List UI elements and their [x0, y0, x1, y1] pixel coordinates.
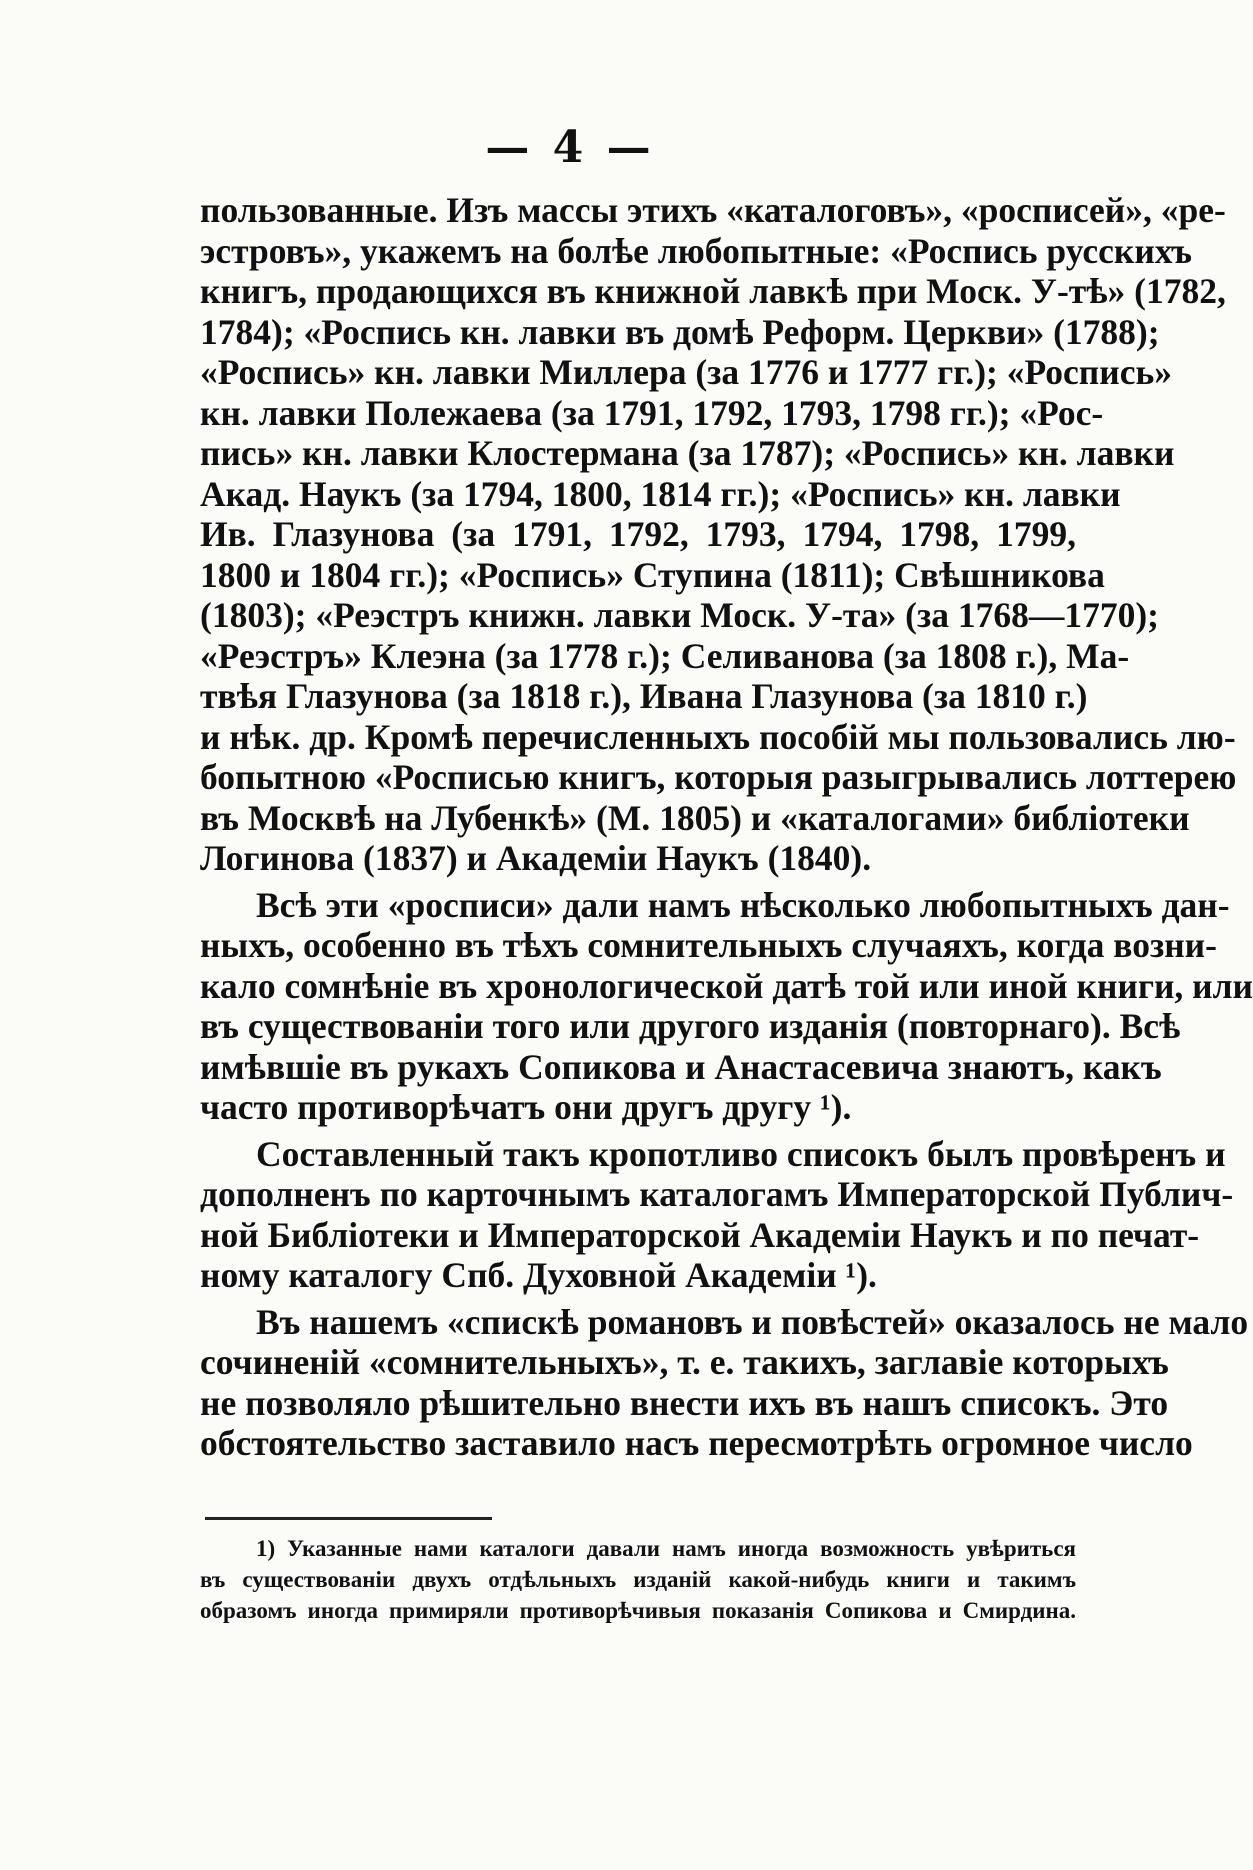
text-line: Составленный такъ кропотливо списокъ былъ провѣренъ и	[256, 1133, 1226, 1174]
text-line: Въ нашемъ «спискѣ романовъ и повѣстей» оказалось не мало	[256, 1301, 1249, 1342]
footnote-divider	[205, 1517, 492, 1520]
paragraph-2	[200, 884, 1253, 1128]
text-line: Логинова (1837) и Академіи Наукъ (1840).	[200, 838, 872, 878]
footnote-line: образомъ иногда примиряли противорѣчивыя показанія Сопикова и Смирдина.	[200, 1598, 1076, 1623]
text-line: (1803); «Реэстръ книжн. лавки Моск. У-та» (за 1768—1770);	[200, 595, 1160, 635]
text-line: пользованные. Изъ массы этихъ «каталоговъ», «росписей», «ре-	[200, 190, 1226, 230]
footnote	[200, 1533, 1076, 1626]
text-line: ныхъ, особенно въ тѣхъ сомнительныхъ случаяхъ, когда возни-	[200, 925, 1217, 965]
text-line: сочиненій «сомнительныхъ», т. е. такихъ, заглавіе которыхъ	[200, 1342, 1169, 1382]
text-line: эстровъ», укажемъ на болѣе любопытные: «Роспись русскихъ	[200, 230, 1192, 271]
text-line: 1800 и 1804 гг.); «Роспись» Ступина (1811); Свѣшникова	[200, 554, 1105, 595]
paragraph-3	[200, 1133, 1234, 1296]
text-line: дополненъ по карточнымъ каталогамъ Императорской Публич-	[200, 1174, 1234, 1214]
text-line: кн. лавки Полежаева (за 1791, 1792, 1793, 1798 гг.); «Рос-	[200, 392, 1104, 433]
paragraph-4	[200, 1301, 1249, 1464]
text-line: часто противорѣчатъ они другъ другу ¹).	[200, 1087, 852, 1127]
text-line: «Реэстръ» Клеэна (за 1778 г.); Селиванова (за 1808 г.), Ма-	[200, 635, 1130, 676]
paragraph-1	[200, 190, 1237, 879]
text-line: кало сомнѣніе въ хронологической датѣ той или иной книги, или	[200, 965, 1253, 1006]
text-line: твѣя Глазунова (за 1818 г.), Ивана Глазунова (за 1810 г.)	[200, 676, 1088, 716]
text-line: не позволяло рѣшительно внести ихъ въ нашъ списокъ. Это	[200, 1382, 1169, 1423]
text-line: Всѣ эти «росписи» дали намъ нѣсколько любопытныхъ дан-	[256, 884, 1230, 925]
text-line: и нѣк. др. Кромѣ перечисленныхъ пособій мы пользовались лю-	[200, 716, 1236, 757]
text-line: 1784); «Роспись кн. лавки въ домѣ Реформ. Церкви» (1788);	[200, 311, 1160, 352]
body-text	[200, 190, 1253, 1464]
text-line: имѣвшіе въ рукахъ Сопикова и Анастасевича знаютъ, какъ	[200, 1046, 1162, 1087]
text-line: ной Библіотеки и Императорской Академіи Наукъ и по печат-	[200, 1214, 1200, 1255]
text-line: ному каталогу Спб. Духовной Академіи ¹).	[200, 1255, 877, 1295]
text-line: Ив. Глазунова (за 1791, 1792, 1793, 1794, 1798, 1799,	[200, 514, 1076, 554]
text-line: книгъ, продающихся въ книжной лавкѣ при Моск. У-тѣ» (1782,	[200, 271, 1226, 311]
text-line: обстоятельство заставило насъ пересмотрѣть огромное число	[200, 1423, 1193, 1463]
footnote-line: въ существованіи двухъ отдѣльныхъ изданій какой-нибудь книги и такимъ	[200, 1567, 1076, 1592]
text-line: «Роспись» кн. лавки Миллера (за 1776 и 1777 гг.); «Роспись»	[200, 352, 1172, 392]
footnote-line: 1) Указанные нами каталоги давали намъ иногда возможность увѣриться	[256, 1536, 1076, 1561]
text-line: пись» кн. лавки Клостермана (за 1787); «Роспись» кн. лавки	[200, 433, 1175, 473]
text-line: бопытною «Росписью книгъ, которыя разыгрывались лоттерею	[200, 757, 1237, 797]
text-line: Акад. Наукъ (за 1794, 1800, 1814 гг.); «Роспись» кн. лавки	[200, 473, 1121, 514]
page-number: — 4 —	[485, 122, 655, 173]
text-line: въ Москвѣ на Лубенкѣ» (М. 1805) и «каталогами» библіотеки	[200, 797, 1190, 838]
text-line: въ существованіи того или другого изданія (повторнаго). Всѣ	[200, 1006, 1181, 1046]
